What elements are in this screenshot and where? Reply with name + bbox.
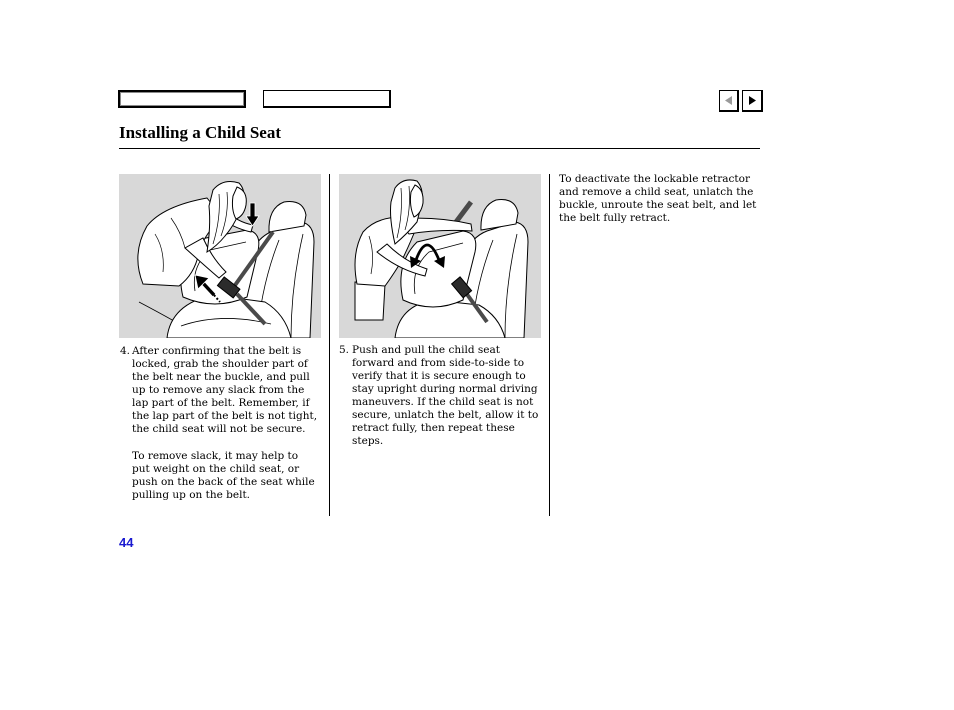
text-line: pulling up on the belt.: [132, 489, 251, 501]
text-line: buckle, unroute the seat belt, and let: [559, 199, 757, 211]
text-line: forward and from side-to-side to: [352, 357, 525, 369]
text-line: retract fully, then repeat these: [352, 422, 515, 434]
illustration-tighten-belt-drawing: [119, 174, 321, 338]
illustration-tighten-belt: [119, 174, 321, 338]
text-line: the lap part of the belt is not tight,: [132, 410, 318, 422]
text-line: Push and pull the child seat: [352, 344, 500, 356]
step-text: [352, 344, 538, 448]
text-line: put weight on the child seat, or: [132, 463, 300, 475]
text-line: push on the back of the seat while: [132, 476, 315, 488]
text-line: up to remove any slack from the: [132, 384, 305, 396]
page-number: 44: [119, 535, 134, 550]
text-line: secure, unlatch the belt, allow it to: [352, 409, 539, 421]
text-line: steps.: [352, 435, 384, 447]
step-text: [132, 345, 317, 436]
text-line: maneuvers. If the child seat is not: [352, 396, 534, 408]
text-line: After confirming that the belt is: [132, 345, 302, 357]
illustration-check-seat-drawing: [339, 174, 541, 338]
text-line: the belt near the buckle, and pull: [132, 371, 310, 383]
text-line: the child seat will not be secure.: [132, 423, 306, 435]
step-number: 5.: [339, 344, 350, 356]
text-line: verify that it is secure enough to: [352, 370, 526, 382]
nav-link-box-1[interactable]: [118, 90, 246, 108]
step-number: 4.: [120, 345, 131, 357]
next-page-button[interactable]: [742, 90, 763, 112]
column-divider: [329, 174, 330, 516]
text-line: lap part of the belt. Remember, if: [132, 397, 310, 409]
previous-page-icon: [720, 91, 738, 110]
text-line: the belt fully retract.: [559, 212, 671, 224]
text-line: To remove slack, it may help to: [132, 450, 299, 462]
text-line: locked, grab the shoulder part of: [132, 358, 308, 370]
column-divider: [549, 174, 550, 516]
next-triangle: [749, 96, 756, 105]
text-line: stay upright during normal driving: [352, 383, 538, 395]
next-page-icon: [743, 91, 761, 110]
woman-face: [232, 187, 246, 219]
text-line: and remove a child seat, unlatch the: [559, 186, 754, 198]
title-rule: [119, 148, 760, 149]
previous-page-button[interactable]: [719, 90, 739, 112]
page-title: Installing a Child Seat: [119, 123, 282, 142]
slack-tip: [132, 450, 315, 502]
nav-link-box-2[interactable]: [263, 90, 391, 108]
woman-legs: [355, 282, 385, 320]
text-line: To deactivate the lockable retractor: [559, 173, 750, 185]
deactivate-retractor-note: [559, 173, 756, 225]
previous-triangle: [725, 96, 732, 105]
illustration-check-seat: [339, 174, 541, 338]
arrow-down-icon: [246, 203, 259, 226]
